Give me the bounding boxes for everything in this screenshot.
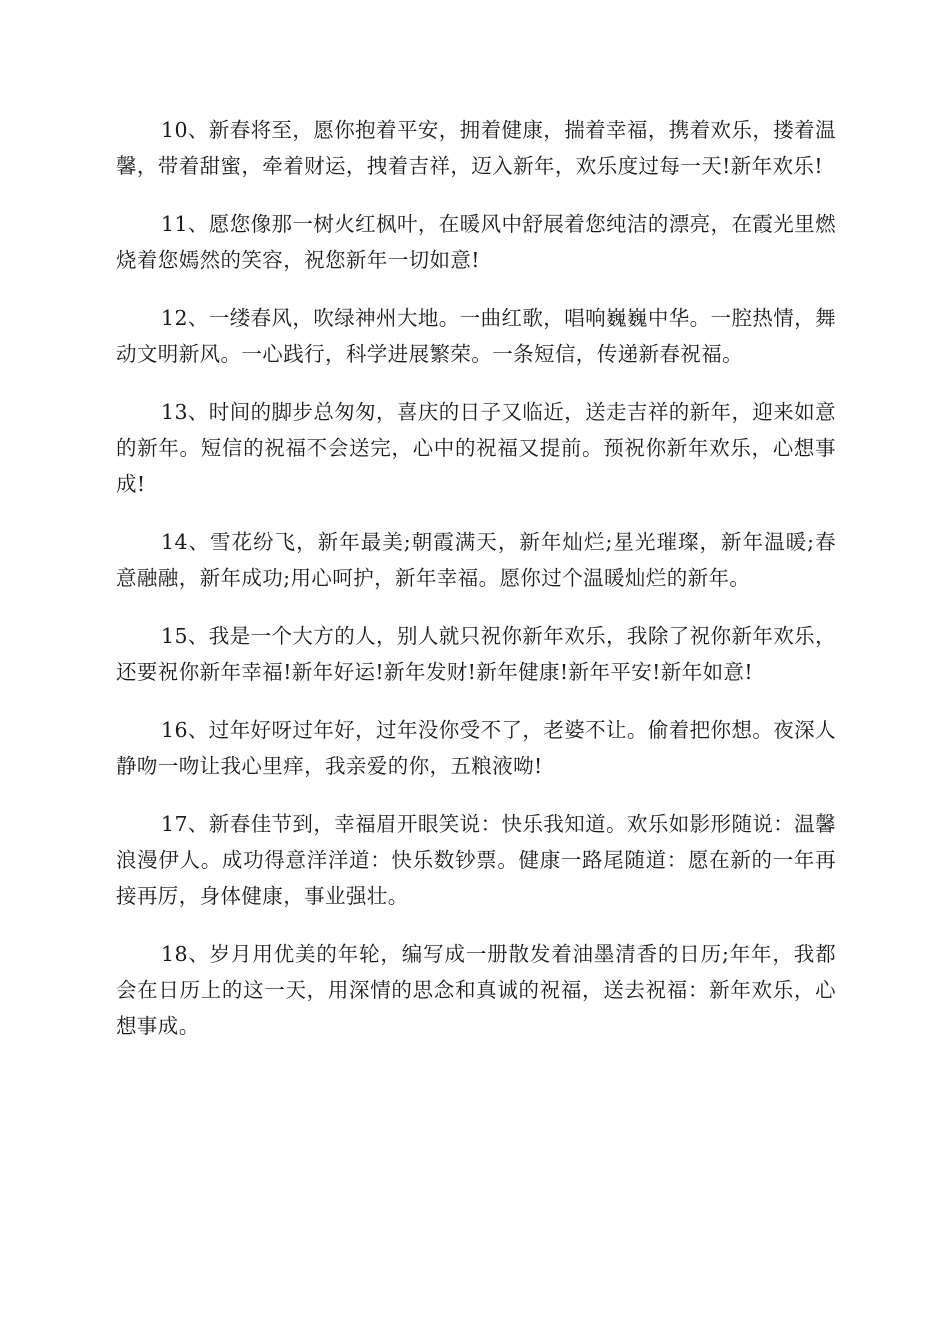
paragraph-14: 14、雪花纷飞，新年最美;朝霞满天，新年灿烂;星光璀璨，新年温暖;春意融融，新年成功;用心呵护，新年幸福。愿你过个温暖灿烂的新年。 [116, 530, 836, 590]
paragraph-17: 17、新春佳节到，幸福眉开眼笑说：快乐我知道。欢乐如影形随说：温馨浪漫伊人。成功得意洋洋道：快乐数钞票。健康一路尾随道：愿在新的一年再接再厉，身体健康，事业强壮。 [116, 812, 836, 908]
paragraph-12: 12、一缕春风，吹绿神州大地。一曲红歌，唱响巍巍中华。一腔热情，舞动文明新风。一心践行，科学进展繁荣。一条短信，传递新春祝福。 [116, 306, 836, 366]
document-body [116, 112, 836, 1066]
paragraph-16: 16、过年好呀过年好，过年没你受不了，老婆不让。偷着把你想。夜深人静吻一吻让我心里痒，我亲爱的你，五粮液呦! [116, 718, 836, 778]
paragraph-13: 13、时间的脚步总匆匆，喜庆的日子又临近，送走吉祥的新年，迎来如意的新年。短信的祝福不会送完，心中的祝福又提前。预祝你新年欢乐，心想事成! [116, 400, 836, 496]
paragraph-10: 10、新春将至，愿你抱着平安，拥着健康，揣着幸福，携着欢乐，搂着温馨，带着甜蜜，牵着财运，拽着吉祥，迈入新年，欢乐度过每一天!新年欢乐! [116, 118, 836, 178]
paragraph-15: 15、我是一个大方的人，别人就只祝你新年欢乐，我除了祝你新年欢乐，还要祝你新年幸福!新年好运!新年发财!新年健康!新年平安!新年如意! [116, 624, 836, 684]
paragraph-11: 11、愿您像那一树火红枫叶，在暖风中舒展着您纯洁的漂亮，在霞光里燃烧着您嫣然的笑容，祝您新年一切如意! [116, 212, 836, 272]
paragraph-18: 18、岁月用优美的年轮，编写成一册散发着油墨清香的日历;年年，我都会在日历上的这一天，用深情的思念和真诚的祝福，送去祝福：新年欢乐，心想事成。 [116, 942, 836, 1038]
